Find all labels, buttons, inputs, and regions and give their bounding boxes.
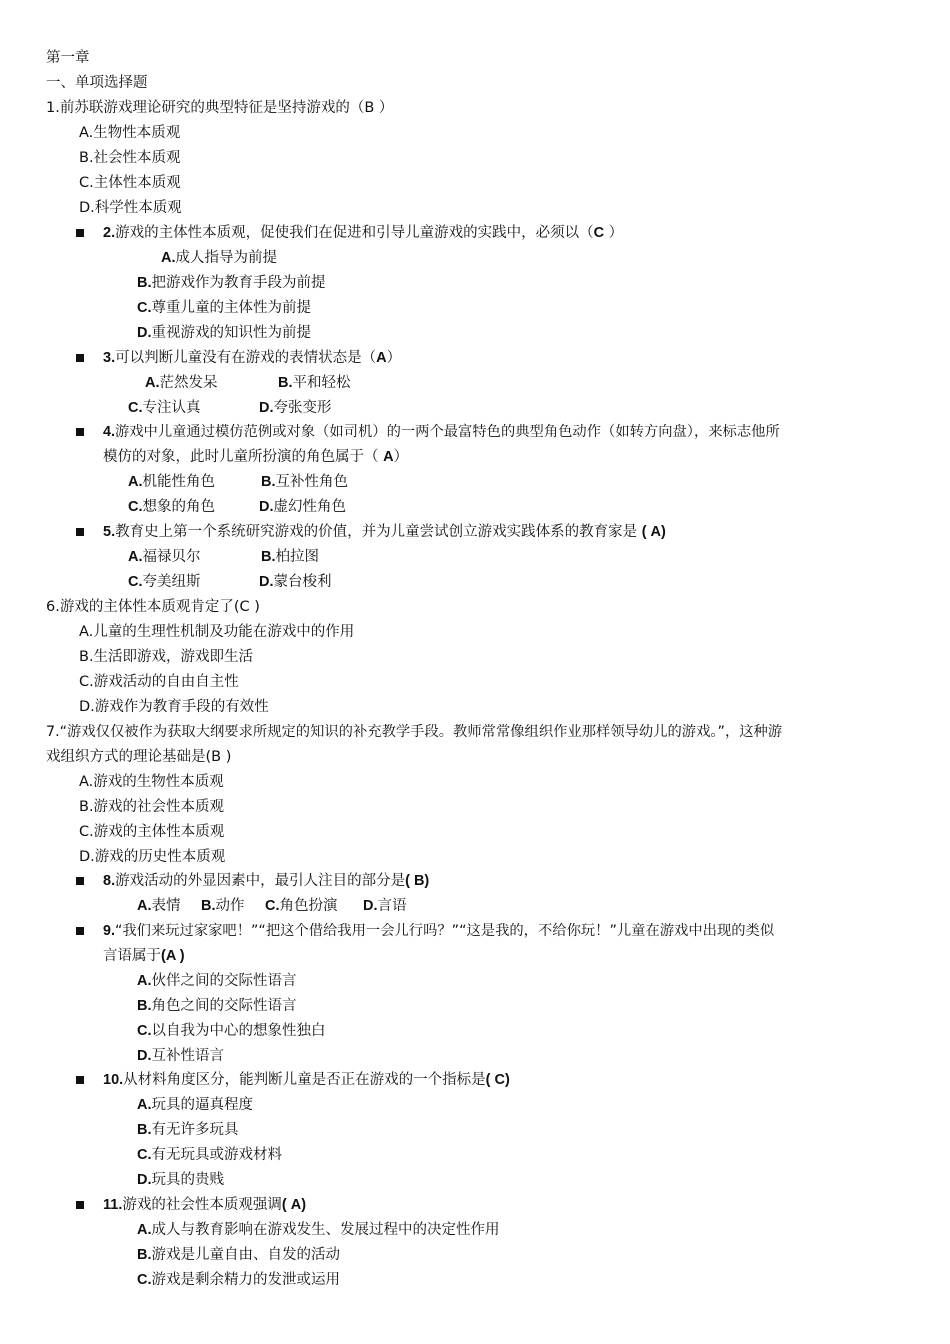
square-bullet-icon [76,528,84,536]
question-1-option-b: B.社会性本质观 [79,150,181,166]
question-8-option-a: A.表情 [137,898,181,914]
square-bullet-icon [76,229,84,237]
question-3-option-c: C.专注认真 [128,400,201,416]
question-10-stem: 10.从材料角度区分，能判断儿童是否正在游戏的一个指标是( C) [103,1072,510,1088]
question-6-option-c: C.游戏活动的自由自主性 [79,674,239,690]
question-11-stem: 11.游戏的社会性本质观强调( A) [103,1197,307,1213]
question-7-option-b: B.游戏的社会性本质观 [79,799,225,815]
question-1-option-c: C.主体性本质观 [79,175,181,191]
square-bullet-icon [76,354,84,362]
question-9-option-d: D.互补性语言 [137,1048,224,1064]
question-4-stem-line-2: 模仿的对象，此时儿童所扮演的角色属于（ A） [103,449,409,465]
question-6-option-d: D.游戏作为教育手段的有效性 [79,699,269,715]
question-6-stem: 6.游戏的主体性本质观肯定了(C ) [46,599,260,615]
question-9-option-a: A.伙伴之间的交际性语言 [137,973,297,989]
question-4-option-a: A.机能性角色 [128,474,215,490]
question-5-option-c: C.夸美纽斯 [128,574,201,590]
question-7-option-c: C.游戏的主体性本质观 [79,824,225,840]
question-2-option-c: C.尊重儿童的主体性为前提 [137,300,311,316]
question-2-option-d: D.重视游戏的知识性为前提 [137,325,311,341]
question-9-stem-line-1: 9.“我们来玩过家家吧！”“把这个借给我用一会儿行吗？”“这是我的，不给你玩！”儿童在游戏中出现的类似 [103,923,775,939]
question-1-option-a: A.生物性本质观 [79,125,181,141]
question-7-option-d: D.游戏的历史性本质观 [79,849,226,865]
square-bullet-icon [76,428,84,436]
question-7-stem-line-1: 7.“游戏仅仅被作为获取大纲要求所规定的知识的补充教学手段。教师常常像组织作业那样领导幼儿的游戏。”，这种游 [46,724,783,740]
question-3-option-d: D.夸张变形 [259,400,332,416]
square-bullet-icon [76,1201,84,1209]
question-3-option-b: B.平和轻松 [278,375,351,391]
question-11-option-c: C.游戏是剩余精力的发泄或运用 [137,1272,340,1288]
question-9-option-c: C.以自我为中心的想象性独白 [137,1023,326,1039]
question-2-option-a: A.成人指导为前提 [161,250,277,266]
question-6-option-b: B.生活即游戏，游戏即生活 [79,649,254,665]
question-5-option-d: D.蒙台梭利 [259,574,332,590]
question-4-option-d: D.虚幻性角色 [259,499,346,515]
question-11-option-b: B.游戏是儿童自由、自发的活动 [137,1247,340,1263]
question-10-option-c: C.有无玩具或游戏材料 [137,1147,282,1163]
question-5-option-b: B.柏拉图 [261,549,319,565]
question-7-option-a: A.游戏的生物性本质观 [79,774,224,790]
question-1-option-d: D.科学性本质观 [79,200,182,216]
question-6-option-a: A.儿童的生理性机制及功能在游戏中的作用 [79,624,355,640]
section-heading: 一、单项选择题 [46,75,148,91]
question-3-stem: 3.可以判断儿童没有在游戏的表情状态是（A） [103,350,402,366]
question-10-option-b: B.有无许多玩具 [137,1122,239,1138]
square-bullet-icon [76,927,84,935]
question-8-option-d: D.言语 [363,898,407,914]
question-8-option-b: B.动作 [201,898,245,914]
question-4-option-b: B.互补性角色 [261,474,348,490]
question-1-stem: 1.前苏联游戏理论研究的典型特征是坚持游戏的（B ） [46,100,394,116]
question-5-option-a: A.福禄贝尔 [128,549,201,565]
question-9-option-b: B.角色之间的交际性语言 [137,998,297,1014]
chapter-heading: 第一章 [46,50,90,66]
question-2-stem: 2.游戏的主体性本质观，促使我们在促进和引导儿童游戏的实践中，必须以（C ） [103,225,624,241]
square-bullet-icon [76,877,84,885]
question-10-option-a: A.玩具的逼真程度 [137,1097,253,1113]
question-4-option-c: C.想象的角色 [128,499,215,515]
question-7-stem-line-2: 戏组织方式的理论基础是(B ) [46,749,232,765]
question-11-option-a: A.成人与教育影响在游戏发生、发展过程中的决定性作用 [137,1222,500,1238]
square-bullet-icon [76,1076,84,1084]
question-9-stem-line-2: 言语属于(A ) [103,948,185,964]
question-8-option-c: C.角色扮演 [265,898,338,914]
question-10-option-d: D.玩具的贵贱 [137,1172,224,1188]
question-5-stem: 5.教育史上第一个系统研究游戏的价值，并为儿童尝试创立游戏实践体系的教育家是 ( A) [103,524,666,540]
question-8-stem: 8.游戏活动的外显因素中，最引人注目的部分是( B) [103,873,430,889]
question-2-option-b: B.把游戏作为教育手段为前提 [137,275,326,291]
question-4-stem-line-1: 4.游戏中儿童通过模仿范例或对象（如司机）的一两个最富特色的典型角色动作（如转方向盘），来标志他所 [103,424,780,440]
question-3-option-a: A.茫然发呆 [145,375,218,391]
